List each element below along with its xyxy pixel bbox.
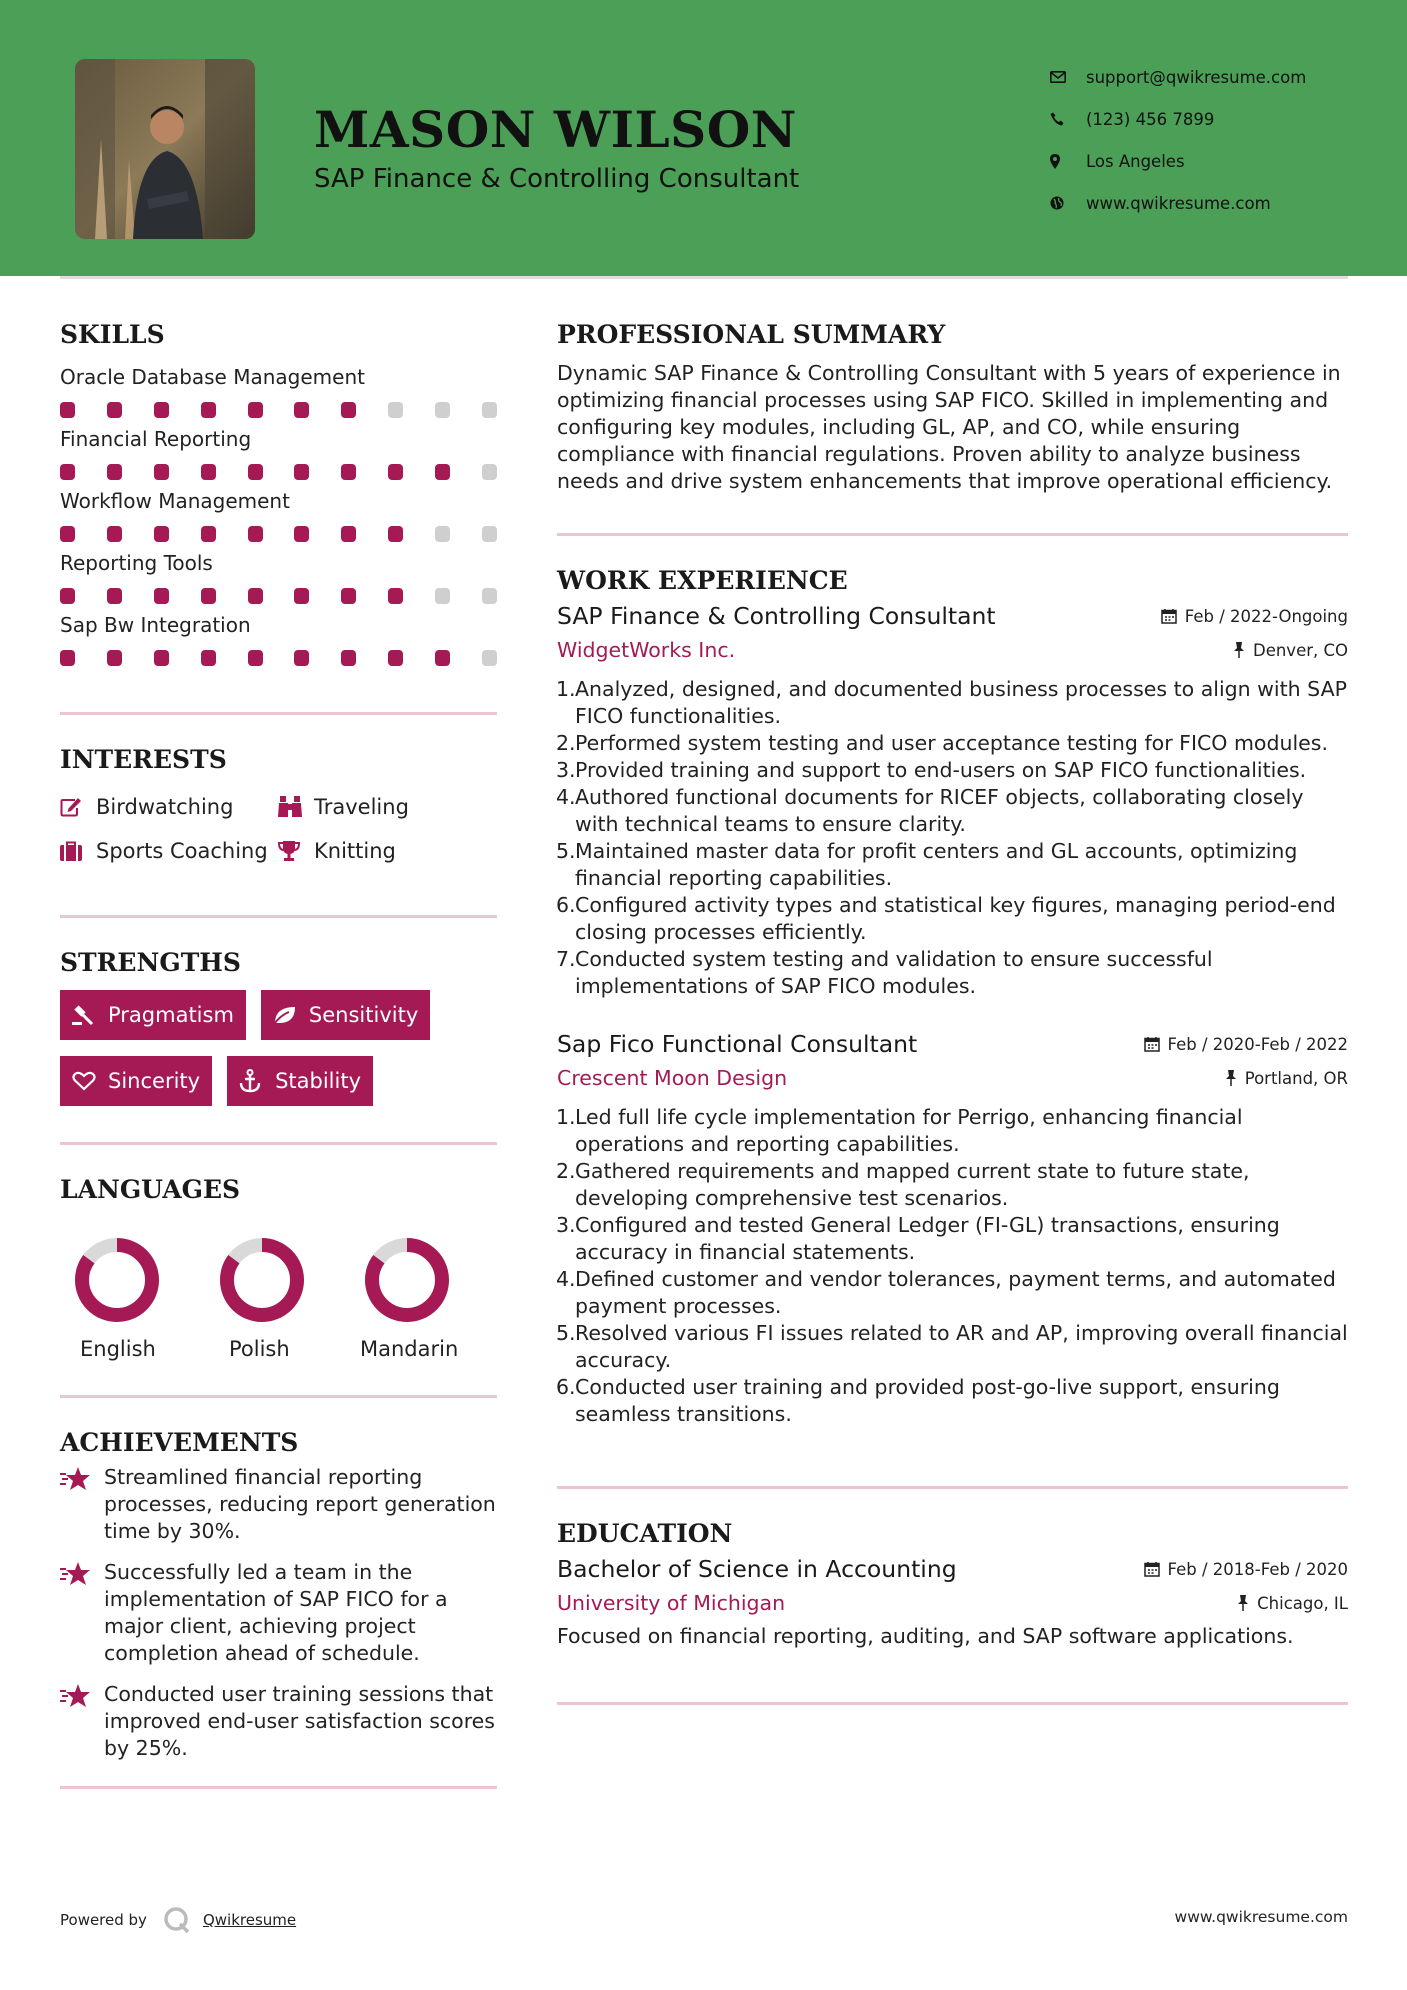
header-banner — [0, 0, 1407, 276]
job-bullets — [557, 676, 1348, 1000]
skill-rating-dot — [60, 650, 75, 666]
language-donut — [364, 1237, 450, 1323]
binoculars-icon — [278, 796, 314, 818]
school-name: University of Michigan — [557, 1591, 786, 1615]
achievement-text: Streamlined financial reporting processes, reducing report generation time by 30%. — [104, 1465, 496, 1543]
strength-badge — [227, 1056, 373, 1106]
education-description: Focused on financial reporting, auditing, and SAP software applications. — [557, 1624, 1294, 1648]
job-dates — [1161, 607, 1348, 626]
job-title: Sap Fico Functional Consultant — [557, 1030, 918, 1058]
achievements-list — [60, 1464, 497, 1762]
skill-rating-dot — [154, 588, 169, 604]
skill-rating-dot — [248, 650, 263, 666]
envelope-icon — [1050, 71, 1086, 83]
skill-rating-dot — [107, 588, 122, 604]
skill-rating-dot — [60, 526, 75, 542]
job-bullets — [557, 1104, 1348, 1428]
skill-rating-dot — [435, 588, 450, 604]
language-item — [350, 1237, 495, 1361]
section-divider — [60, 1142, 497, 1145]
skill-rating-dot — [201, 402, 216, 418]
summary-text: Dynamic SAP Finance & Controlling Consultant with 5 years of experience in optimizing financial processes using SAP FICO. Skilled in implementing and configuring key modules, including GL, AP, and CO, while ensuring compliance with financial regulations. Proven ability to analyze business needs and drive system enhancements that improve operational efficiency. — [557, 361, 1341, 493]
education-dates-text: Feb / 2018-Feb / 2020 — [1167, 1559, 1348, 1579]
achievement-text: Successfully led a team in the implementation of SAP FICO for a major client, achieving project completion ahead of schedule. — [104, 1560, 448, 1665]
job-bullet: Gathered requirements and mapped current state to future state, developing comprehensive test scenarios. — [575, 1159, 1250, 1210]
skill-rating-dot — [482, 526, 497, 542]
skill-item — [60, 426, 497, 480]
job-bullet: Resolved various FI issues related to AR and AP, improving overall financial accuracy. — [575, 1321, 1348, 1372]
interests-list — [60, 785, 497, 873]
pencil-square-icon — [60, 797, 96, 817]
map-marker-icon — [1050, 154, 1086, 169]
section-divider — [557, 1486, 1348, 1489]
job-bullet: Conducted user training and provided post-go-live support, ensuring seamless transitions. — [575, 1375, 1280, 1426]
pushpin-icon — [1237, 1595, 1249, 1611]
skill-rating-dot — [248, 588, 263, 604]
contact-website[interactable] — [1050, 182, 1306, 224]
skill-rating-dot — [248, 464, 263, 480]
job-bullet: Maintained master data for profit centers and GL accounts, optimizing financial reporting capabilities. — [575, 839, 1298, 890]
skill-rating-dot — [294, 402, 309, 418]
education-entry — [557, 1555, 1348, 1650]
skill-rating-dot — [154, 402, 169, 418]
achievement-item — [60, 1464, 497, 1545]
language-donut — [74, 1237, 160, 1323]
powered-by — [60, 1906, 296, 1934]
skills-list — [60, 364, 497, 666]
calendar-icon — [1161, 608, 1177, 624]
calendar-icon — [1144, 1036, 1160, 1052]
skill-rating-dot — [482, 402, 497, 418]
skill-rating-dot — [107, 464, 122, 480]
skill-name: Reporting Tools — [60, 551, 213, 575]
section-divider — [60, 1786, 497, 1789]
section-divider — [60, 712, 497, 715]
strength-badge — [60, 1056, 212, 1106]
skill-rating-dot — [482, 588, 497, 604]
strength-label: Pragmatism — [108, 1003, 234, 1027]
skill-rating-dot — [294, 588, 309, 604]
experience-heading: WORK EXPERIENCE — [557, 566, 848, 595]
skill-rating-dot — [154, 464, 169, 480]
job-bullet: Configured and tested General Ledger (FI-GL) transactions, ensuring accuracy in financial statements. — [575, 1213, 1280, 1264]
job-bullet: Performed system testing and user acceptance testing for FICO modules. — [575, 731, 1328, 755]
skill-name: Financial Reporting — [60, 427, 252, 451]
contact-website-text: www.qwikresume.com — [1086, 193, 1271, 213]
strength-badge — [60, 990, 246, 1040]
right-column — [557, 320, 1348, 1705]
strength-badge — [261, 990, 430, 1040]
job-bullet: Led full life cycle implementation for Perrigo, enhancing financial operations and reporting capabilities. — [575, 1105, 1243, 1156]
job-location-text: Denver, CO — [1252, 640, 1348, 660]
skill-item — [60, 550, 497, 604]
achievement-item — [60, 1559, 497, 1667]
skill-rating — [60, 402, 497, 418]
skill-rating-dot — [294, 464, 309, 480]
section-divider — [60, 915, 497, 918]
interest-item — [60, 829, 278, 873]
candidate-title: SAP Finance & Controlling Consultant — [314, 164, 800, 194]
skill-rating-dot — [341, 588, 356, 604]
strength-label: Sincerity — [108, 1069, 201, 1093]
globe-icon — [1050, 196, 1086, 210]
skill-rating-dot — [341, 402, 356, 418]
achievements-heading: ACHIEVEMENTS — [60, 1428, 299, 1457]
contact-location-text: Los Angeles — [1086, 151, 1185, 171]
star-icon — [60, 1559, 104, 1667]
skill-item — [60, 612, 497, 666]
contact-email-text: support@qwikresume.com — [1086, 67, 1307, 87]
language-name: English — [80, 1337, 156, 1361]
job-location-text: Portland, OR — [1244, 1068, 1348, 1088]
job-entry — [557, 1030, 1348, 1428]
skill-rating-dot — [201, 588, 216, 604]
powered-by-text: Powered by — [60, 1911, 147, 1929]
skill-rating-dot — [60, 588, 75, 604]
skill-rating-dot — [388, 402, 403, 418]
gavel-icon — [72, 1004, 108, 1026]
section-divider — [557, 1702, 1348, 1705]
skill-rating-dot — [341, 464, 356, 480]
education-location-text: Chicago, IL — [1257, 1593, 1348, 1613]
skill-rating-dot — [154, 650, 169, 666]
star-icon — [60, 1464, 104, 1545]
job-bullet: Analyzed, designed, and documented business processes to align with SAP FICO functionalities. — [575, 677, 1347, 728]
strengths-heading: STRENGTHS — [60, 948, 241, 977]
star-icon — [60, 1681, 104, 1762]
footer — [60, 1900, 1348, 1930]
education-heading: EDUCATION — [557, 1519, 733, 1548]
skill-rating — [60, 650, 497, 666]
contact-email[interactable] — [1050, 56, 1306, 98]
interest-item — [60, 785, 278, 829]
skill-rating-dot — [107, 650, 122, 666]
skill-rating-dot — [388, 650, 403, 666]
skill-rating-dot — [201, 526, 216, 542]
skill-rating-dot — [482, 650, 497, 666]
degree-title: Bachelor of Science in Accounting — [557, 1555, 957, 1583]
contact-phone-text: (123) 456 7899 — [1086, 109, 1215, 129]
contact-list — [1050, 56, 1306, 224]
interests-heading: INTERESTS — [60, 745, 227, 774]
job-dates-text: Feb / 2020-Feb / 2022 — [1167, 1034, 1348, 1054]
skill-rating-dot — [248, 402, 263, 418]
language-item — [60, 1237, 205, 1361]
summary-heading: PROFESSIONAL SUMMARY — [557, 320, 946, 349]
strength-label: Sensitivity — [308, 1003, 419, 1027]
skill-rating-dot — [201, 464, 216, 480]
strength-label: Stability — [275, 1069, 362, 1093]
job-location — [1225, 1069, 1348, 1088]
skill-rating-dot — [60, 464, 75, 480]
skill-item — [60, 364, 497, 418]
skill-item — [60, 488, 497, 542]
skill-rating-dot — [341, 650, 356, 666]
interest-label: Birdwatching — [96, 795, 234, 819]
job-entry — [557, 602, 1348, 1000]
language-name: Mandarin — [360, 1337, 459, 1361]
achievement-item — [60, 1681, 497, 1762]
contact-phone[interactable] — [1050, 98, 1306, 140]
skill-rating-dot — [60, 402, 75, 418]
job-title: SAP Finance & Controlling Consultant — [557, 602, 996, 630]
job-bullet: Provided training and support to end-users on SAP FICO functionalities. — [575, 758, 1307, 782]
skill-rating-dot — [107, 526, 122, 542]
company-name: Crescent Moon Design — [557, 1066, 788, 1090]
suitcase-icon — [60, 841, 96, 861]
interest-label: Sports Coaching — [96, 839, 268, 863]
profile-photo — [75, 59, 255, 239]
skill-rating-dot — [248, 526, 263, 542]
skill-rating-dot — [294, 650, 309, 666]
skill-rating — [60, 464, 497, 480]
interest-label: Knitting — [314, 839, 396, 863]
skill-name: Oracle Database Management — [60, 365, 365, 389]
skill-rating-dot — [482, 464, 497, 480]
left-column — [60, 320, 497, 1789]
skill-rating-dot — [107, 402, 122, 418]
company-name: WidgetWorks Inc. — [557, 638, 736, 662]
pushpin-icon — [1233, 642, 1245, 658]
calendar-icon — [1144, 1561, 1160, 1577]
skill-rating-dot — [388, 588, 403, 604]
interest-label: Traveling — [314, 795, 409, 819]
qwikresume-link[interactable]: Qwikresume — [202, 1911, 297, 1929]
strengths-list — [60, 990, 497, 1106]
achievement-text: Conducted user training sessions that improved end-user satisfaction scores by 25%. — [104, 1682, 495, 1760]
job-dates-text: Feb / 2022-Ongoing — [1184, 606, 1348, 626]
phone-icon — [1050, 112, 1086, 126]
section-divider — [557, 533, 1348, 536]
header-divider — [60, 276, 1348, 279]
languages-list — [60, 1237, 497, 1361]
skill-rating — [60, 526, 497, 542]
skill-name: Sap Bw Integration — [60, 613, 251, 637]
language-donut — [219, 1237, 305, 1323]
skill-rating-dot — [435, 402, 450, 418]
skills-heading: SKILLS — [60, 320, 165, 349]
interest-item — [278, 785, 409, 829]
job-dates — [1144, 1035, 1348, 1054]
anchor-icon — [239, 1069, 275, 1093]
skill-rating-dot — [435, 650, 450, 666]
skill-rating-dot — [388, 526, 403, 542]
skill-rating-dot — [201, 650, 216, 666]
leaf-icon — [273, 1005, 309, 1025]
language-item — [205, 1237, 350, 1361]
section-divider — [60, 1395, 497, 1398]
skill-rating-dot — [435, 526, 450, 542]
interest-item — [278, 829, 396, 873]
candidate-name: MASON WILSON — [314, 100, 797, 159]
job-bullet: Authored functional documents for RICEF objects, collaborating closely with technical teams to ensure clarity. — [575, 785, 1304, 836]
job-bullet: Configured activity types and statistical key figures, managing period-end closing processes efficiently. — [575, 893, 1336, 944]
skill-rating-dot — [294, 526, 309, 542]
footer-website[interactable]: www.qwikresume.com — [1174, 1908, 1348, 1926]
pushpin-icon — [1225, 1070, 1237, 1086]
skill-rating-dot — [435, 464, 450, 480]
language-name: Polish — [229, 1337, 290, 1361]
education-location — [1237, 1594, 1348, 1613]
skill-rating — [60, 588, 497, 604]
skill-rating-dot — [388, 464, 403, 480]
qwikresume-logo-icon — [163, 1906, 191, 1934]
heart-icon — [72, 1071, 108, 1091]
education-dates — [1144, 1560, 1348, 1579]
job-location — [1233, 641, 1348, 660]
languages-heading: LANGUAGES — [60, 1175, 241, 1204]
skill-rating-dot — [341, 526, 356, 542]
job-bullet: Conducted system testing and validation to ensure successful implementations of SAP FICO modules. — [575, 947, 1213, 998]
trophy-icon — [278, 840, 314, 862]
contact-location — [1050, 140, 1306, 182]
skill-name: Workflow Management — [60, 489, 290, 513]
skill-rating-dot — [154, 526, 169, 542]
job-bullet: Defined customer and vendor tolerances, payment terms, and automated payment processes. — [575, 1267, 1336, 1318]
